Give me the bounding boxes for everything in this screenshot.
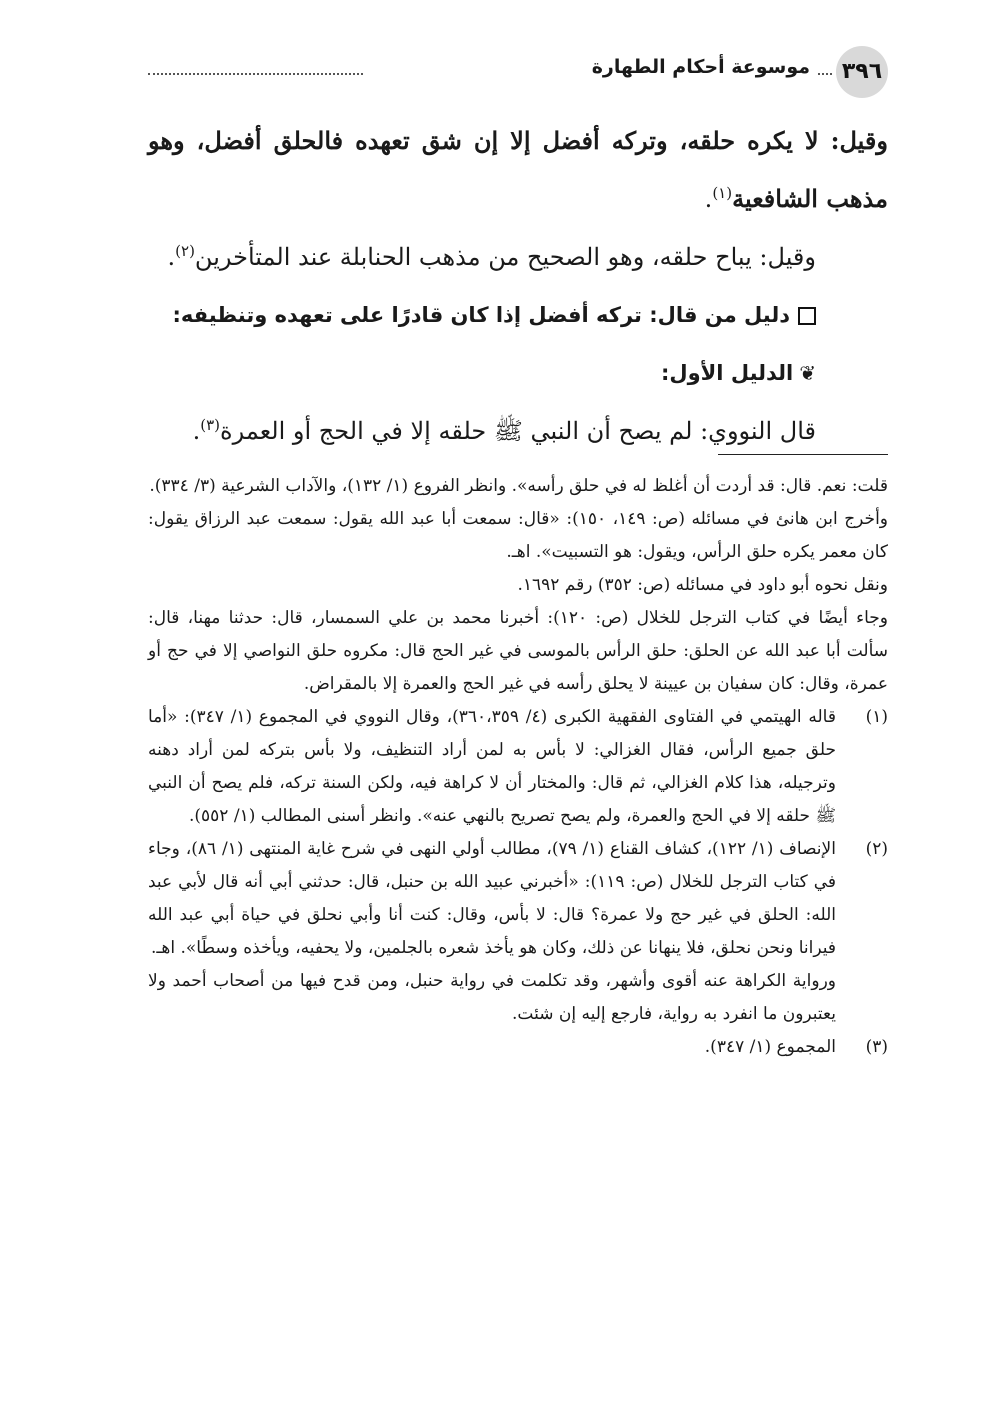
checkbox-square-icon — [798, 307, 816, 325]
footnote-ref-1: (١) — [712, 184, 733, 202]
paragraph-2-text: وقيل: يباح حلقه، وهو الصحيح من مذهب الحنابلة عند المتأخرين — [194, 243, 816, 271]
paragraph-1: وقيل: لا يكره حلقه، وتركه أفضل إلا إن شق تعهده فالحلق أفضل، وهو مذهب الشافعية$^{(١)}$. — [148, 126, 888, 213]
subsection-heading — [148, 344, 888, 402]
paragraph-2: وقيل: يباح حلقه، وهو الصحيح من مذهب الحنابلة عند المتأخرين$^{(٢)}$. — [167, 242, 816, 271]
page-number: ٣٩٦ — [836, 46, 888, 98]
footnote-continuation-2: وأخرج ابن هانئ في مسائله (ص: ١٤٩، ١٥٠): «قال: سمعت أبا عبد الله يقول: سمعت عبد الرزاق يقول: كان معمر يكره حلق الرأس، ويقول: هو التسبيت». اهـ. — [148, 509, 888, 562]
footnote-1 — [148, 701, 888, 833]
footnote-separator — [718, 454, 888, 455]
footnotes — [148, 470, 888, 1064]
header-dotted-rule-short — [818, 73, 832, 75]
footnote-3-text: المجموع (١/ ٣٤٧). — [704, 1037, 836, 1057]
footnote-2-text: الإنصاف (١/ ١٢٢)، كشاف القناع (١/ ٧٩)، مطالب أولي النهى في شرح غاية المنتهى (١/ ٨٦)، وجاء في كتاب الترجل للخلال (ص: ١١٩): «أخبرني عبيد الله بن حنبل، قال: حدثني أبي أنه قال لأبي عبد الله: الحلق في غير حج ولا عمرة؟ قال: لا بأس، وقال: كنت أنا وأبي نحلق في حياة أبي عبد الله فيرانا ونحن نحلق، فلا ينهانا عن ذلك، وكان هو يأخذ شعره بالجلمين، ولا يحفيه، ويأخذه وسطًا». اهـ. — [148, 839, 836, 958]
footnote-2-continuation: ورواية الكراهة عنه أقوى وأشهر، وقد تكلمت في رواية حنبل، ومن قدح فيها من أصحاب أحمد ولا يعتبرون ما انفرد به رواية، فارجع إليه إن شئت. — [148, 971, 836, 1024]
paragraph-3: قال النووي: لم يصح أن النبي ﷺ حلقه إلا في الحج أو العمرة$^{(٣)}$. — [192, 416, 816, 445]
footnote-continuation-1: قلت: نعم. قال: قد أردت أن أغلظ له في حلق رأسه». وانظر الفروع (١/ ١٣٢)، والآداب الشرعية (٣/ ٣٣٤). — [149, 476, 888, 496]
section-heading-text: دليل من قال: تركه أفضل إذا كان قادرًا على تعهده وتنظيفه: — [172, 303, 790, 327]
main-text — [148, 112, 888, 460]
footnote-3 — [148, 1031, 888, 1064]
subsection-heading-text: الدليل الأول: — [661, 361, 794, 385]
footnote-continuation-3: ونقل نحوه أبو داود في مسائله (ص: ٣٥٢) رقم ١٦٩٢. — [517, 575, 888, 595]
footnote-2 — [148, 833, 888, 965]
footnote-ref-2: (٢) — [175, 242, 195, 260]
footnote-2-number: (٢) — [865, 839, 888, 859]
footnote-continuation-4: وجاء أيضًا في كتاب الترجل للخلال (ص: ١٢٠): أخبرنا محمد بن علي السمسار، قال: حدثنا مهنا، قال: سألت أبا عبد الله عن الحلق: حلق الرأس بالموسى في غير الحج قال: مكروه حلق النواصي إلا في حج أو عمرة، وقال: كان سفيان بن عيينة لا يحلق رأسه في غير الحج والعمرة إلا بالمقراض. — [148, 608, 888, 694]
footnote-3-number: (٣) — [865, 1037, 888, 1057]
footnote-1-text: قاله الهيتمي في الفتاوى الفقهية الكبرى (٤/ ٣٦٠،٣٥٩)، وقال النووي في المجموع (١/ ٣٤٧): «أما حلق جميع الرأس، فقال الغزالي: لا بأس به لمن أراد التنظيف، ولا بأس بتركه لمن أراد دهنه وترجيله، هذا كلام الغزالي، ثم قال: والمختار أن لا كراهة فيه، ولكن السنة تركه، فلم يصح أن النبي ﷺ حلقه إلا في الحج والعمرة، ولم يصح تصريح بالنهي عنه». وانظر أسنى المطالب (١/ ٥٥٢). — [148, 707, 836, 826]
leaf-ornament-icon: ❦ — [799, 361, 816, 385]
paragraph-1-text: وقيل: لا يكره حلقه، وتركه أفضل إلا إن شق تعهده فالحلق أفضل، وهو مذهب الشافعية — [148, 126, 888, 213]
section-heading — [148, 286, 888, 344]
page-header — [148, 46, 888, 98]
footnote-ref-3: (٣) — [200, 416, 221, 434]
paragraph-3-text: قال النووي: لم يصح أن النبي ﷺ حلقه إلا في الحج أو العمرة — [220, 417, 816, 445]
header-dotted-rule — [148, 73, 363, 75]
running-title: موسوعة أحكام الطهارة — [586, 56, 816, 78]
footnote-1-number: (١) — [865, 707, 888, 727]
